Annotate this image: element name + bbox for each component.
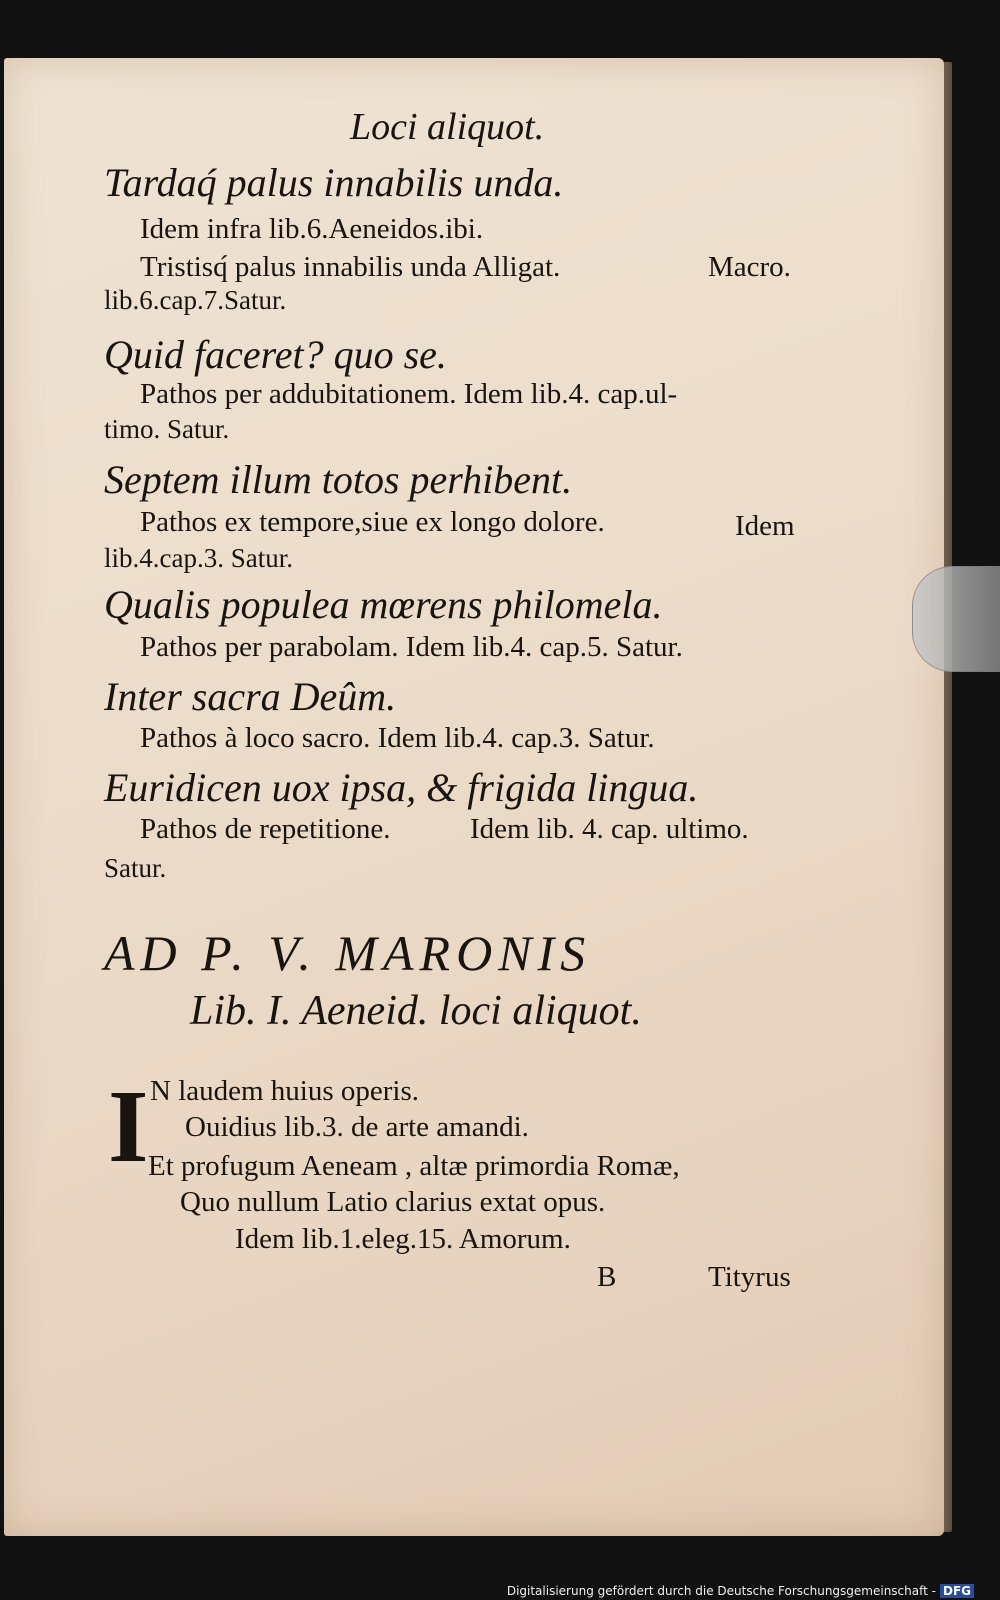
section-subheading: Lib. I. Aeneid. loci aliquot. [190,988,642,1034]
digitization-credit [507,1584,974,1598]
commentary-line: timo. Satur. [104,414,230,444]
running-head: Loci aliquot. [350,106,545,148]
credit-text: Digitalisierung gefördert durch die Deutsche Forschungsgemeinschaft - [506,1584,936,1598]
verse-quote: Quid faceret? quo se. [104,332,447,377]
verse-quote: Inter sacra Deûm. [104,674,397,719]
section-heading: AD P. V. MARONIS [104,925,592,981]
body-line: Idem lib.1.eleg.15. Amorum. [235,1223,571,1255]
commentary-line: Satur. [104,853,167,883]
signature-mark: B [597,1261,617,1293]
verse-quote: Euridicen uox ipsa, & frigida lingua. [104,765,699,810]
commentary-line: lib.4.cap.3. Satur. [104,543,293,573]
commentary-line: Pathos ex tempore,siue ex longo dolore. [140,506,605,538]
verse-quote: Septem illum totos perhibent. [104,457,573,502]
body-line: Quo nullum Latio clarius extat opus. [180,1186,606,1218]
commentary-line: lib.6.cap.7.Satur. [104,285,287,315]
dfg-logo: DFG [940,1584,974,1598]
body-line: Et profugum Aeneam , altæ primordia Romæ, [148,1150,680,1182]
body-line: N laudem huius operis. [150,1075,420,1107]
commentary-line: Pathos per parabolam. Idem lib.4. cap.5. Satur. [140,631,683,663]
catchword: Tityrus [708,1261,791,1293]
commentary-line: Macro. [708,251,791,283]
commentary-line: Pathos à loco sacro. Idem lib.4. cap.3. Satur. [140,722,655,754]
commentary-line: Idem infra lib.6.Aeneidos.ibi. [140,213,484,245]
body-line: Ouidius lib.3. de arte amandi. [185,1111,529,1143]
page-clip [912,566,1000,672]
verse-quote: Tardaq́ palus innabilis unda. [104,160,564,205]
verse-quote: Qualis populea mœrens philomela. [104,582,663,627]
commentary-line: Pathos de repetitione. [140,813,391,845]
commentary-line: Idem [735,510,795,542]
commentary-line: Tristisq́ palus innabilis unda Alligat. [140,251,561,283]
drop-cap-initial: I [108,1069,149,1184]
commentary-line: Idem lib. 4. cap. ultimo. [470,813,749,845]
commentary-line: Pathos per addubitationem. Idem lib.4. cap.ul- [140,378,678,410]
